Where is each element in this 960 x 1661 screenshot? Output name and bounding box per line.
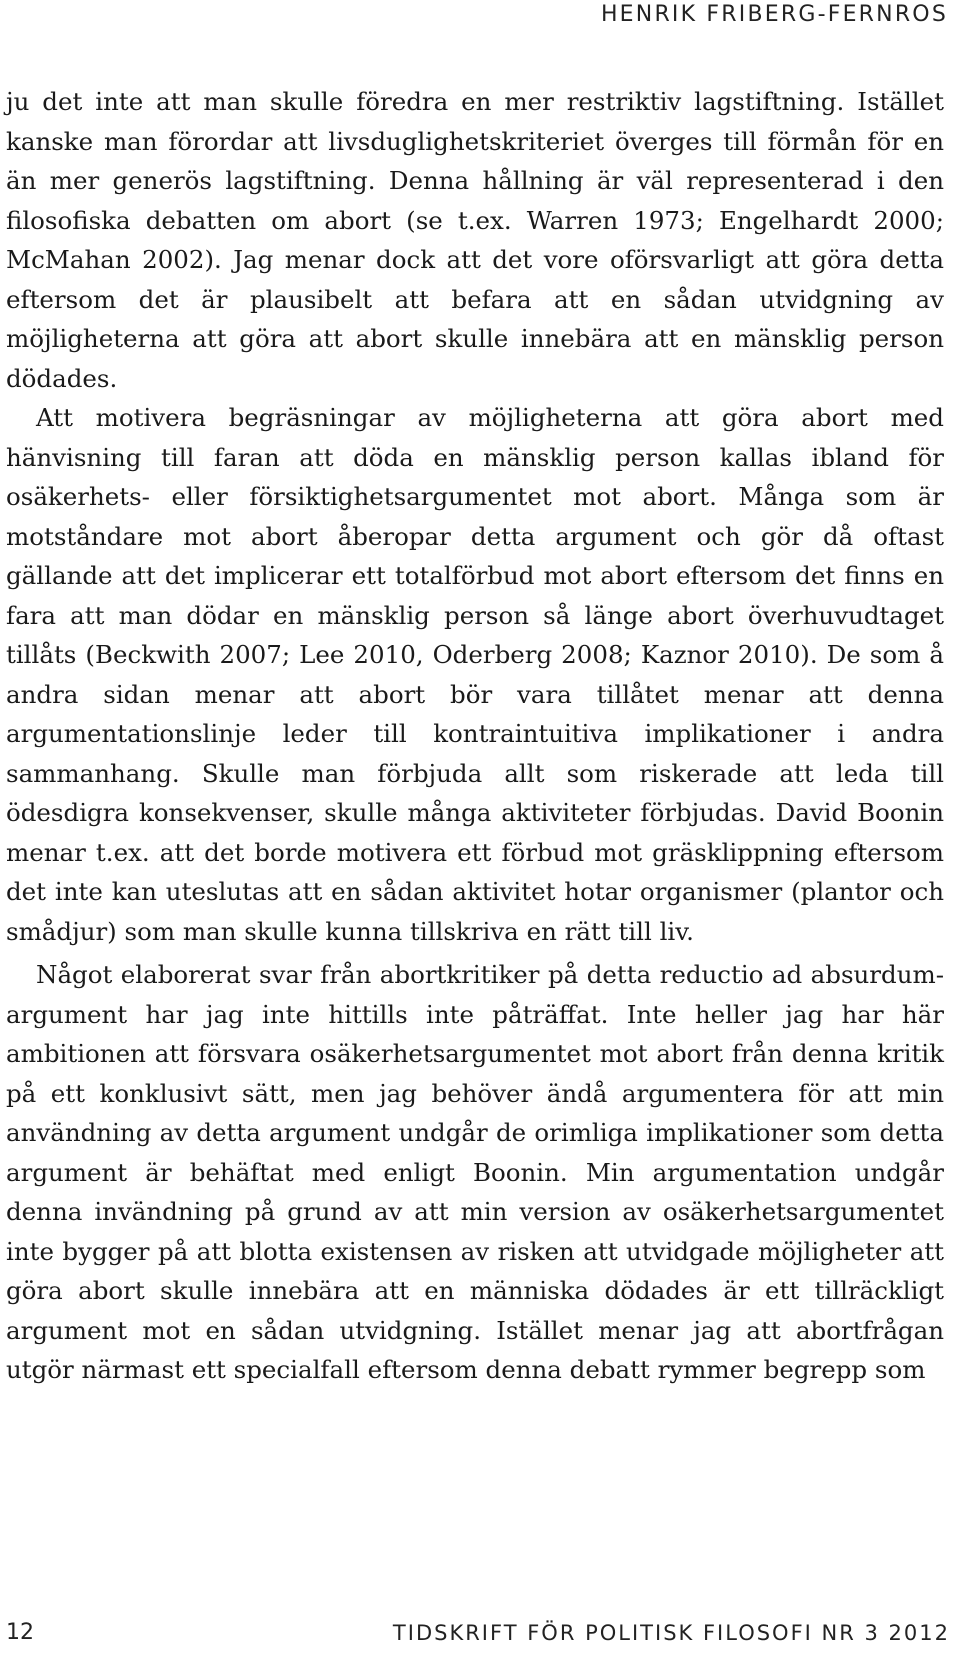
paragraph-2: Att motivera begräsningar av möjligheterna att göra abort med hänvisning till faran att döda en mänsklig person kallas ibland för osäkerhets- eller försiktighetsargumentet mot abort. Många som är motståndare mot abort åberopar detta argument och gör då oftast gällande att det implicerar ett totalförbud mot abort eftersom det finns en fara att man dödar en mänsklig person så länge abort överhuvudtaget tillåts (Beckwith 2007; Lee 2010, Oderberg 2008; Kaznor 2010). De som å andra sidan menar att abort bör vara tillåtet menar att denna argumentationslinje leder till kontraintuitiva implikationer i andra sammanhang. Skulle man förbjuda allt som riskerade att leda till ödesdigra konsekvenser, skulle många aktiviteter förbjudas. David Boonin menar t.ex. att det borde motivera ett förbud mot gräsklippning eftersom det inte kan uteslutas att en sådan aktivitet hotar organismer (plantor och smådjur) som man skulle kunna tillskriva en rätt till liv. — [6, 403, 944, 946]
running-head: HENRIK FRIBERG-FERNROS — [600, 2, 948, 27]
page-number: 12 — [6, 1620, 34, 1645]
paragraph-1: ju det inte att man skulle föredra en mer restriktiv lagstiftning. Istället kanske man förordar att livsduglighetskriteriet överges till förmån för en än mer generös lagstiftning. Denna hållning är väl representerad i den filosofiska debatten om abort (se t.ex. Warren 1973; Engelhardt 2000; McMahan 2002). Jag menar dock att det vore oförsvarligt att göra detta eftersom det är plausibelt att befara att en sådan utvidgning av möjligheterna att göra att abort skulle innebära att en mänsklig person dödades. — [6, 87, 944, 393]
body-text — [6, 82, 944, 1390]
paragraph-3: Något elaborerat svar från abortkritiker på detta reductio ad absurdum-argument har jag inte hittills inte påträffat. Inte heller jag har här ambitionen att försvara osäkerhetsargumentet mot abort från denna kritik på ett konklusivt sätt, men jag behöver ändå argumentera för att min användning av detta argument undgår de orimliga implikationer som detta argument är behäftat med enligt Boonin. Min argumentation undgår denna invändning på grund av att min version av osäkerhetsargumentet inte bygger på att blotta existensen av risken att utvidgade möjligheter att göra abort skulle innebära att en människa dödades är ett tillräckligt argument mot en sådan utvidgning. Istället menar jag att abortfrågan utgör närmast ett specialfall eftersom denna debatt rymmer begrepp som — [6, 960, 944, 1384]
journal-footer: TIDSKRIFT FÖR POLITISK FILOSOFI NR 3 2012 — [392, 1621, 950, 1645]
